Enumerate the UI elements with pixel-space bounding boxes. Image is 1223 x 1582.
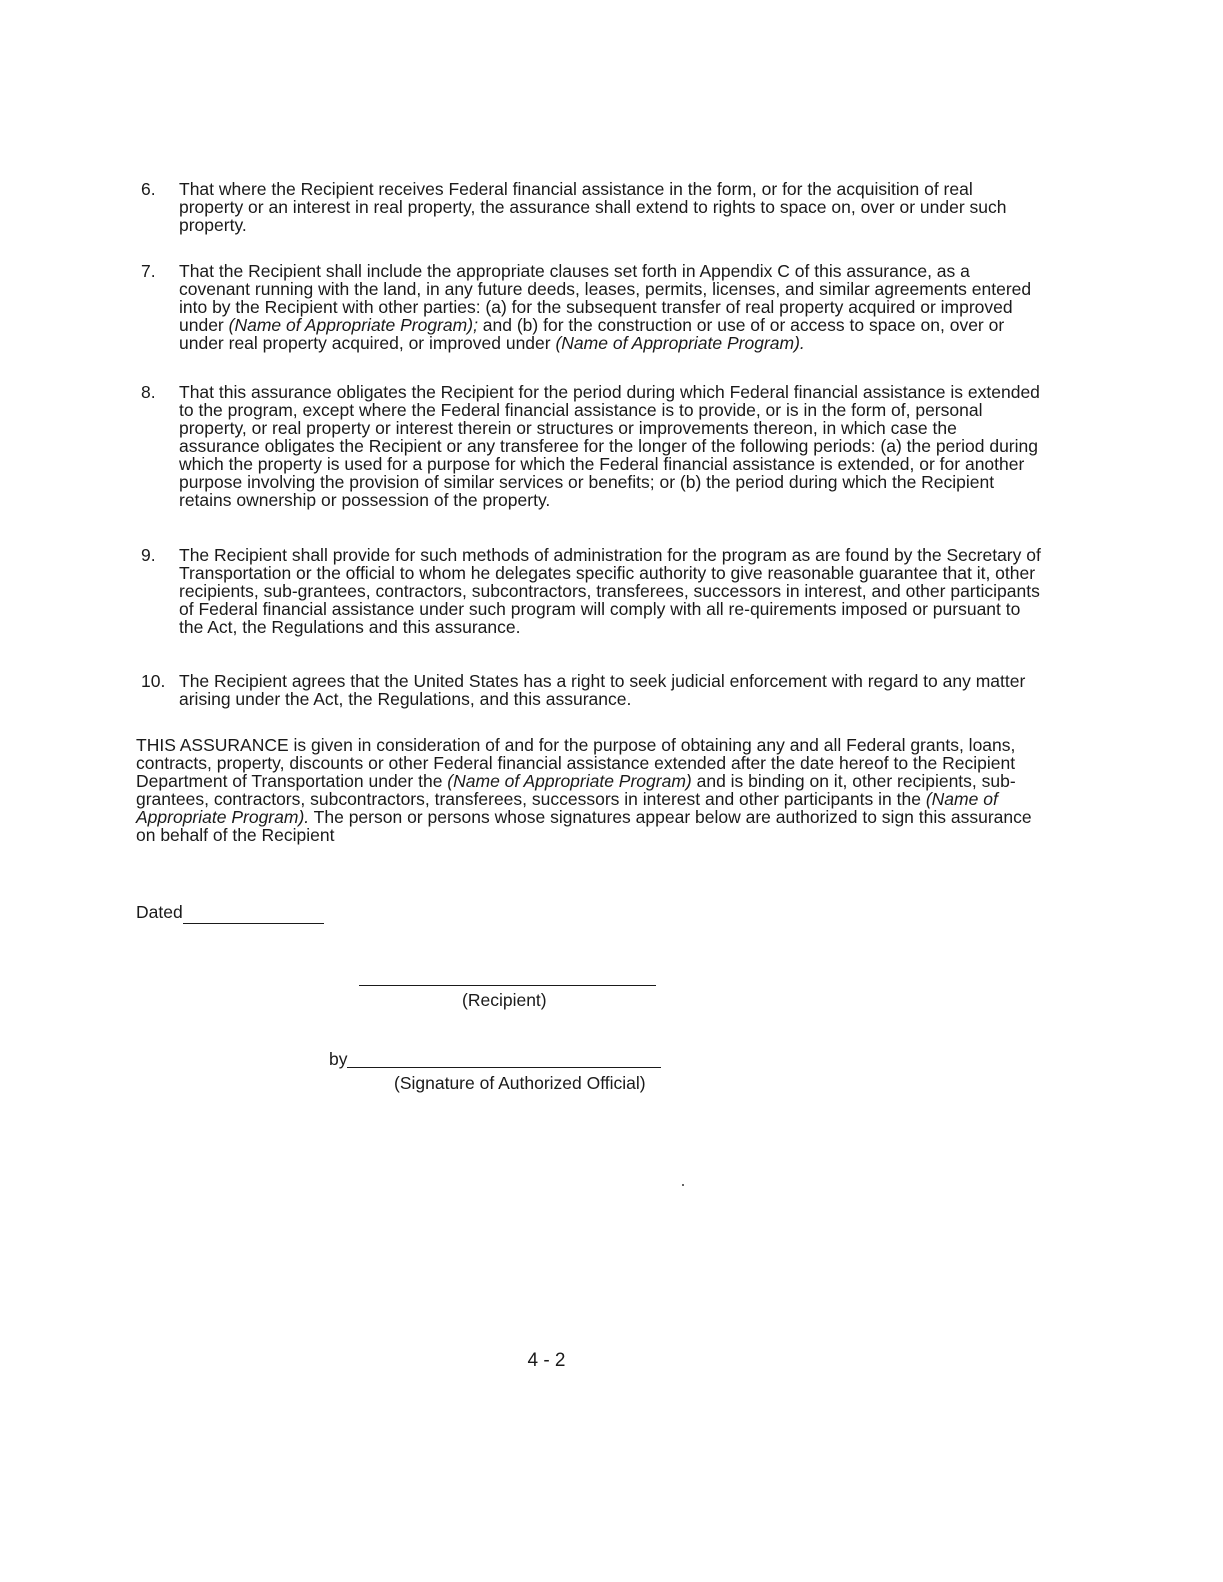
program-name-placeholder: (Name of Appropriate Program) [447, 771, 692, 791]
clause-number: 9. [141, 545, 156, 565]
clause-number: 7. [141, 261, 156, 281]
recipient-signature-line[interactable] [359, 985, 656, 986]
program-name-placeholder: (Name of Appropriate Program). [555, 333, 805, 353]
text-run: That the Recipient shall include the appropriate clauses set forth in Appendix C of this assurance, as a covenant running with the land, in any future deeds, leases, permits, licenses, and similar agreements entered into by the Recipient with other parties: (a) for the subsequent transfer of real property acquired or improved under [179, 261, 1032, 335]
clause-text [179, 383, 1041, 509]
assurance-closing-paragraph [136, 736, 1041, 844]
text-run: That where the Recipient receives Federal financial assistance in the form, or for the acquisition of real property or an interest in real property, the assurance shall extend to rights to space on, over or under such property. [179, 179, 1007, 235]
text-run: The Recipient shall provide for such methods of administration for the program as are found by the Secretary of Transportation or the official to whom he delegates specific authority to give reasonable guarantee that it, other recipients, sub-grantees, contractors, subcontractors, transferees, successors in interest, and other participants of Federal financial assistance under such program will comply with all re-quirements imposed or pursuant to the Act, the Regulations and this assurance. [179, 545, 1041, 637]
clause-7 [141, 262, 1041, 352]
date-blank-line[interactable] [183, 902, 324, 924]
scan-speck [682, 1184, 684, 1186]
text-run: and is binding on it, other recipients, sub-grantees, contractors, subcontractors, transferees, successors in interest and other participants in the [136, 771, 1016, 809]
clause-text [179, 180, 1041, 234]
official-signature-line[interactable] [347, 1067, 661, 1068]
clause-10 [141, 672, 1041, 708]
clause-6 [141, 180, 1041, 234]
by-label: by [329, 1049, 348, 1069]
clause-text [179, 672, 1041, 708]
text-run: THIS ASSURANCE is given in consideration of and for the purpose of obtaining any and all Federal grants, loans, contracts, property, discounts or other Federal financial assistance extended after the date hereof to the Recipient Department of Transportation under the [136, 735, 1016, 791]
clause-number: 8. [141, 382, 156, 402]
dated-label: Dated [136, 902, 183, 922]
clause-text [179, 262, 1041, 352]
clause-number: 10. [141, 671, 166, 691]
clause-text [179, 546, 1041, 636]
clause-number: 6. [141, 179, 156, 199]
text-run: That this assurance obligates the Recipient for the period during which Federal financial assistance is extended to the program, except where the Federal financial assistance is to provide, or is in the form of, personal property, or real property or interest therein or structures or improvements thereon, in which case the assurance obligates the Recipient or any transferee for the longer of the following periods: (a) the period during which the property is used for a purpose for which the Federal financial assistance is extended, or for another purpose involving the provision of similar services or benefits; or (b) the period during which the Recipient retains ownership or possession of the property. [179, 382, 1040, 510]
text-run: The Recipient agrees that the United States has a right to seek judicial enforcement with regard to any matter arising under the Act, the Regulations, and this assurance. [179, 671, 1026, 709]
dated-field [136, 902, 324, 924]
text-run: and (b) for the construction or use of or access to space on, over or under real property acquired, or improved under [179, 315, 1005, 353]
program-name-placeholder: (Name of Appropriate Program); [228, 315, 478, 335]
page-number: 4 - 2 [527, 1350, 566, 1371]
clause-9 [141, 546, 1041, 636]
program-name-placeholder: (Name of Appropriate Program). [136, 789, 998, 827]
text-run: The person or persons whose signatures appear below are authorized to sign this assurance on behalf of the Recipient [136, 807, 1032, 845]
clause-8 [141, 383, 1041, 509]
official-caption: (Signature of Authorized Official) [394, 1073, 646, 1093]
recipient-caption: (Recipient) [462, 990, 547, 1010]
